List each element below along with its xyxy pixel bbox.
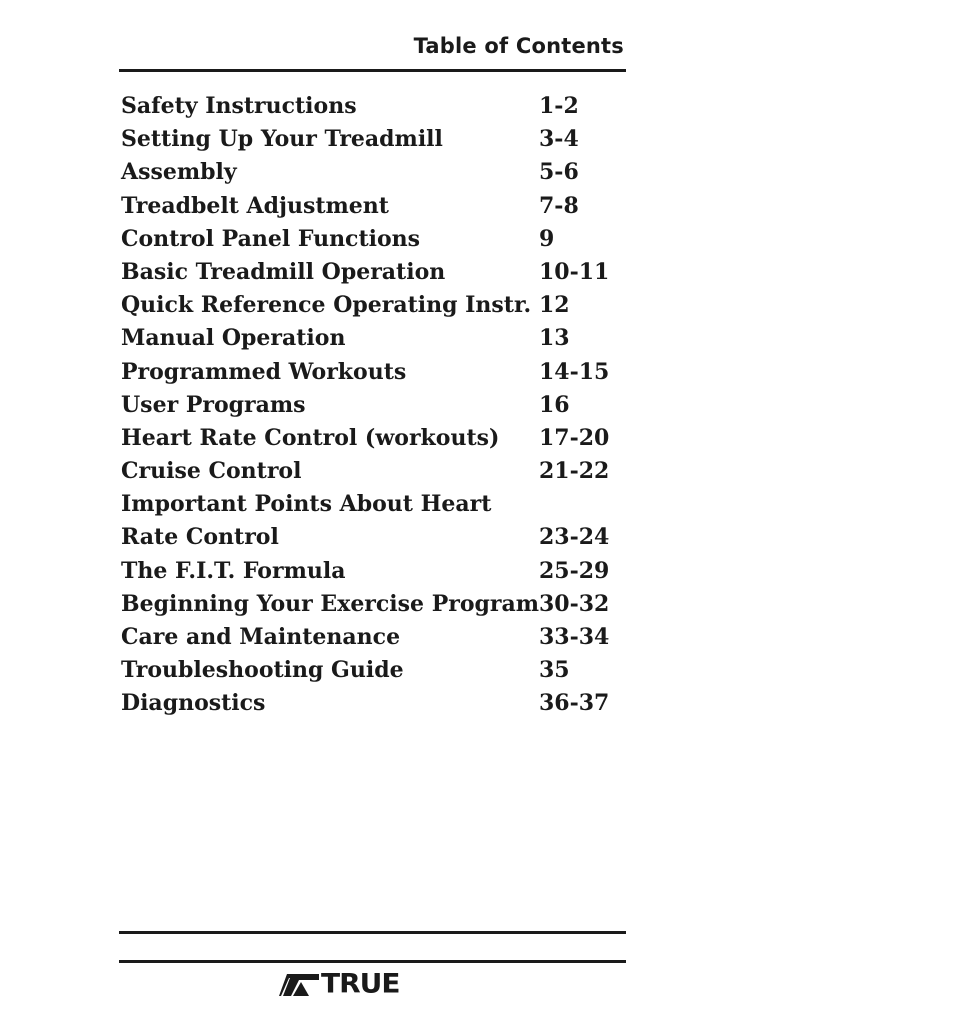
toc-entry — [121, 322, 621, 355]
toc-entry-title: Safety Instructions — [121, 93, 357, 119]
footer-rule-upper — [119, 931, 626, 934]
toc-entry — [121, 356, 621, 389]
toc-entry — [121, 521, 621, 554]
toc-entry-title: Troubleshooting Guide — [121, 657, 404, 684]
toc-entry-pages: 30-32 — [539, 590, 610, 617]
toc-entry-title: Quick Reference Operating Instr. — [121, 292, 532, 319]
toc-entry-title: Manual Operation — [121, 325, 346, 352]
toc-entry-title: Care and Maintenance — [121, 624, 401, 650]
page-title: Table of Contents — [413, 34, 624, 58]
header-rule — [119, 69, 626, 72]
toc-entry — [121, 256, 621, 289]
toc-entry-pages: 35 — [539, 657, 570, 684]
toc-entry-title: Diagnostics — [121, 690, 266, 717]
toc-entry-pages: 3-4 — [539, 126, 579, 153]
toc-entry-title: Beginning Your Exercise Program — [121, 590, 540, 617]
true-logo-icon — [279, 972, 319, 996]
toc-entry — [121, 488, 621, 521]
toc-entry-title: Basic Treadmill Operation — [121, 258, 446, 285]
toc-entry-pages: 25-29 — [539, 557, 610, 584]
toc-entry-pages: 17-20 — [539, 424, 610, 451]
toc-entry — [121, 654, 621, 687]
true-logo — [279, 967, 400, 1000]
toc-entry-pages: 10-11 — [539, 258, 610, 285]
toc-entry — [121, 687, 621, 720]
toc-entry-pages: 23-24 — [539, 524, 610, 551]
toc-entry — [121, 156, 621, 189]
toc-entry-title: Programmed Workouts — [121, 358, 407, 385]
toc-entry-pages: 14-15 — [539, 358, 610, 385]
toc-entry-title: Heart Rate Control (workouts) — [121, 424, 500, 451]
toc-entry — [121, 190, 621, 223]
toc-entry-title: Setting Up Your Treadmill — [121, 126, 443, 153]
toc-entry — [121, 289, 621, 322]
toc-entry-pages: 21-22 — [539, 458, 610, 485]
toc-entry-title: Control Panel Functions — [121, 225, 421, 252]
toc-entry-pages: 16 — [539, 391, 570, 418]
logo-text: TRUE — [321, 967, 400, 1000]
toc-entry-pages: 33-34 — [539, 624, 610, 650]
toc-entry-pages: 13 — [539, 325, 570, 352]
toc-entry — [121, 389, 621, 422]
toc-entry-title: Important Points About Heart — [121, 491, 492, 518]
toc-entry-title: The F.I.T. Formula — [121, 557, 346, 584]
toc-entry — [121, 621, 621, 654]
toc-entry-pages: 1-2 — [539, 93, 579, 119]
toc-entry-title: Assembly — [121, 159, 237, 186]
toc-entry — [121, 223, 621, 256]
toc-entry-pages: 5-6 — [539, 159, 579, 186]
toc-entry-title: Cruise Control — [121, 458, 302, 485]
toc-entry-pages: 12 — [539, 292, 570, 319]
toc-entry — [121, 555, 621, 588]
toc-entry-pages: 7-8 — [539, 192, 579, 219]
toc-entry — [121, 588, 621, 621]
toc-entry-title: User Programs — [121, 391, 306, 418]
toc-entry — [121, 90, 621, 123]
toc-entry — [121, 455, 621, 488]
toc-entry-pages: 36-37 — [539, 690, 610, 717]
toc-entry-title: Rate Control — [121, 524, 279, 551]
table-of-contents — [121, 90, 621, 721]
footer-rule-lower — [119, 960, 626, 963]
toc-entry — [121, 123, 621, 156]
toc-entry — [121, 422, 621, 455]
toc-entry-pages: 9 — [539, 225, 555, 252]
toc-entry-title: Treadbelt Adjustment — [121, 192, 389, 219]
